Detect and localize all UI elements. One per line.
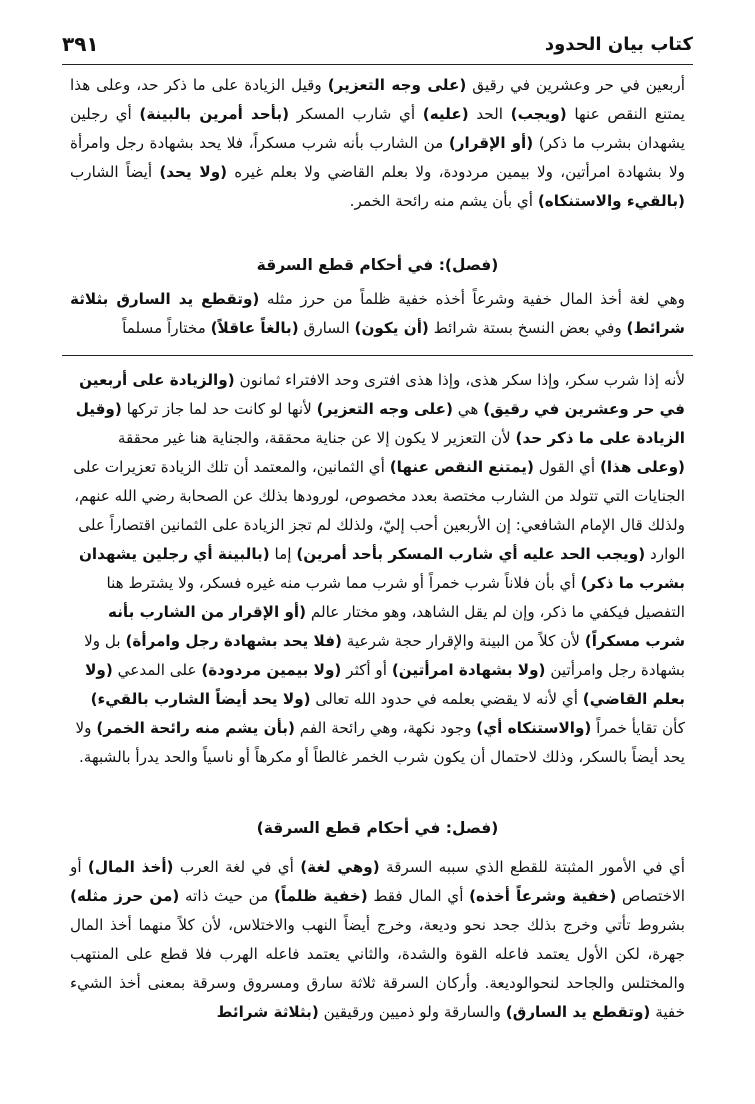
commentary-separator <box>62 355 693 356</box>
matn-section-theft <box>70 251 685 343</box>
page-header <box>62 28 693 62</box>
sharh-paragraph-1 <box>70 366 685 772</box>
sharh-text: أي في الأمور المثبتة للقطع الذي سببه السرقة (وهي لغة) أي في لغة العرب (أخذ المال) أو الاختصاص (خفية وشرعاً أخذه) أي المال فقط (خفية ظلماً) من حيث ذاته (من حرز مثله) بشروط تأتي وخرج بذلك جحد نحو وديعة، وخرج أيضاً النهب والاختلاس، لأن كلاً منهما أخذ المال جهرة، لكن الأول يعتمد فاعله القوة والشدة، والثاني يعتمد فاعله الهرب فلا قطع على المنتهب والمختلس والجاحد لنحوالوديعة. وأركان السرقة ثلاثة سارق ومسروق وسرقة بمعنى أخذ الشيء خفية (وتقطع يد السارق) والسارقة ولو ذميين ورقيقين (بثلاثة شرائط <box>70 858 685 1021</box>
sharh-text: لأنه إذا شرب سكر، وإذا سكر هذى، وإذا هذى افترى وحد الافتراء ثمانون (والزيادة على أربعين في حر وعشرين في رقيق) هي (على وجه التعزير) لأنها لو كانت حد لما جاز تركها (وقيل الزيادة على ما ذكر حد) لأن التعزير لا يكون إلا عن جناية محققة، والجناية هنا غير محققة (وعلى هذا) أي القول (يمتنع النقص عنها) أي الثمانين، والمعتمد أن تلك الزيادة تعزيرات على الجنايات التي تتولد من الشارب مختصة بعدد مخصوص، لورودها بذلك عن الصحابة رضي الله عنهم، ولذلك قال الإمام الشافعي: إن الأربعين أحب إليّ، ولذلك لم تجز الزيادة على الثمانين اقتصاراً على الوارد (ويجب الحد عليه أي شارب المسكر بأحد أمرين) إما (بالبينة أي رجلين يشهدان بشرب ما ذكر) أي بأن فلاناً شرب خمراً أو شرب مما شرب منه غيره فسكر، ولا يشترط هنا التفصيل فيكفي ما ذكر، وإن لم يقل الشاهد، وهو مختار عالم (أو الإقرار من الشارب بأنه شرب مسكراً) لأن كلاً من البينة والإقرار حجة شرعية (فلا يحد بشهادة رجل وامرأة) بل ولا بشهادة رجل وامرأتين (ولا بشهادة امرأتين) أو أكثر (ولا بيمين مردودة) على المدعي (ولا بعلم القاضي) أي لأنه لا يقضي بعلمه في حدود الله تعالى (ولا يحد أيضاً الشارب بالقيء) كأن تقايأ خمراً (والاستنكاه أي) وجود نكهة، وهي رائحة الفم (بأن يشم منه رائحة الخمر) ولا يحد أيضاً بالسكر، وذلك لاحتمال أن يكون شرب الخمر غالطاً أو مكرهاً أو ناسياً والحد يدرأ بالشبهة. <box>73 371 685 766</box>
matn-paragraph-1 <box>70 71 685 216</box>
matn-text: أربعين في حر وعشرين في رقيق (على وجه التعزير) وقيل الزيادة على ما ذكر حد، وعلى هذا يمتنع النقص عنها (ويجب) الحد (عليه) أي شارب المسكر (بأحد أمرين بالبينة) أي رجلين يشهدان بشرب ما ذكر) (أو الإقرار) من الشارب بأنه شرب مسكراً، فلا يحد بشهادة رجل وامرأة ولا بشهادة امرأتين، ولا بيمين مردودة، ولا بعلم القاضي ولا بعلم غيره (ولا يحد) أيضاً الشارب (بالقيء والاستنكاه) أي بأن يشم منه رائحة الخمر. <box>70 76 685 210</box>
section-heading: (فصل: في أحكام قطع السرقة) <box>256 819 499 837</box>
page-number: ٣٩١ <box>62 32 99 56</box>
sharh-section-theft <box>70 814 685 1027</box>
section-heading: (فصل): في أحكام قطع السرقة <box>256 256 499 274</box>
matn-text: وهي لغة أخذ المال خفية وشرعاً أخذه خفية ظلماً من حرز مثله (وتقطع يد السارق بثلاثة شرائط) وفي بعض النسخ بستة شرائط (أن يكون) السارق (بالغاً عاقلاً) مختاراً مسلماً <box>70 290 686 337</box>
running-title: كتاب بيان الحدود <box>544 34 693 55</box>
header-rule <box>62 64 693 65</box>
